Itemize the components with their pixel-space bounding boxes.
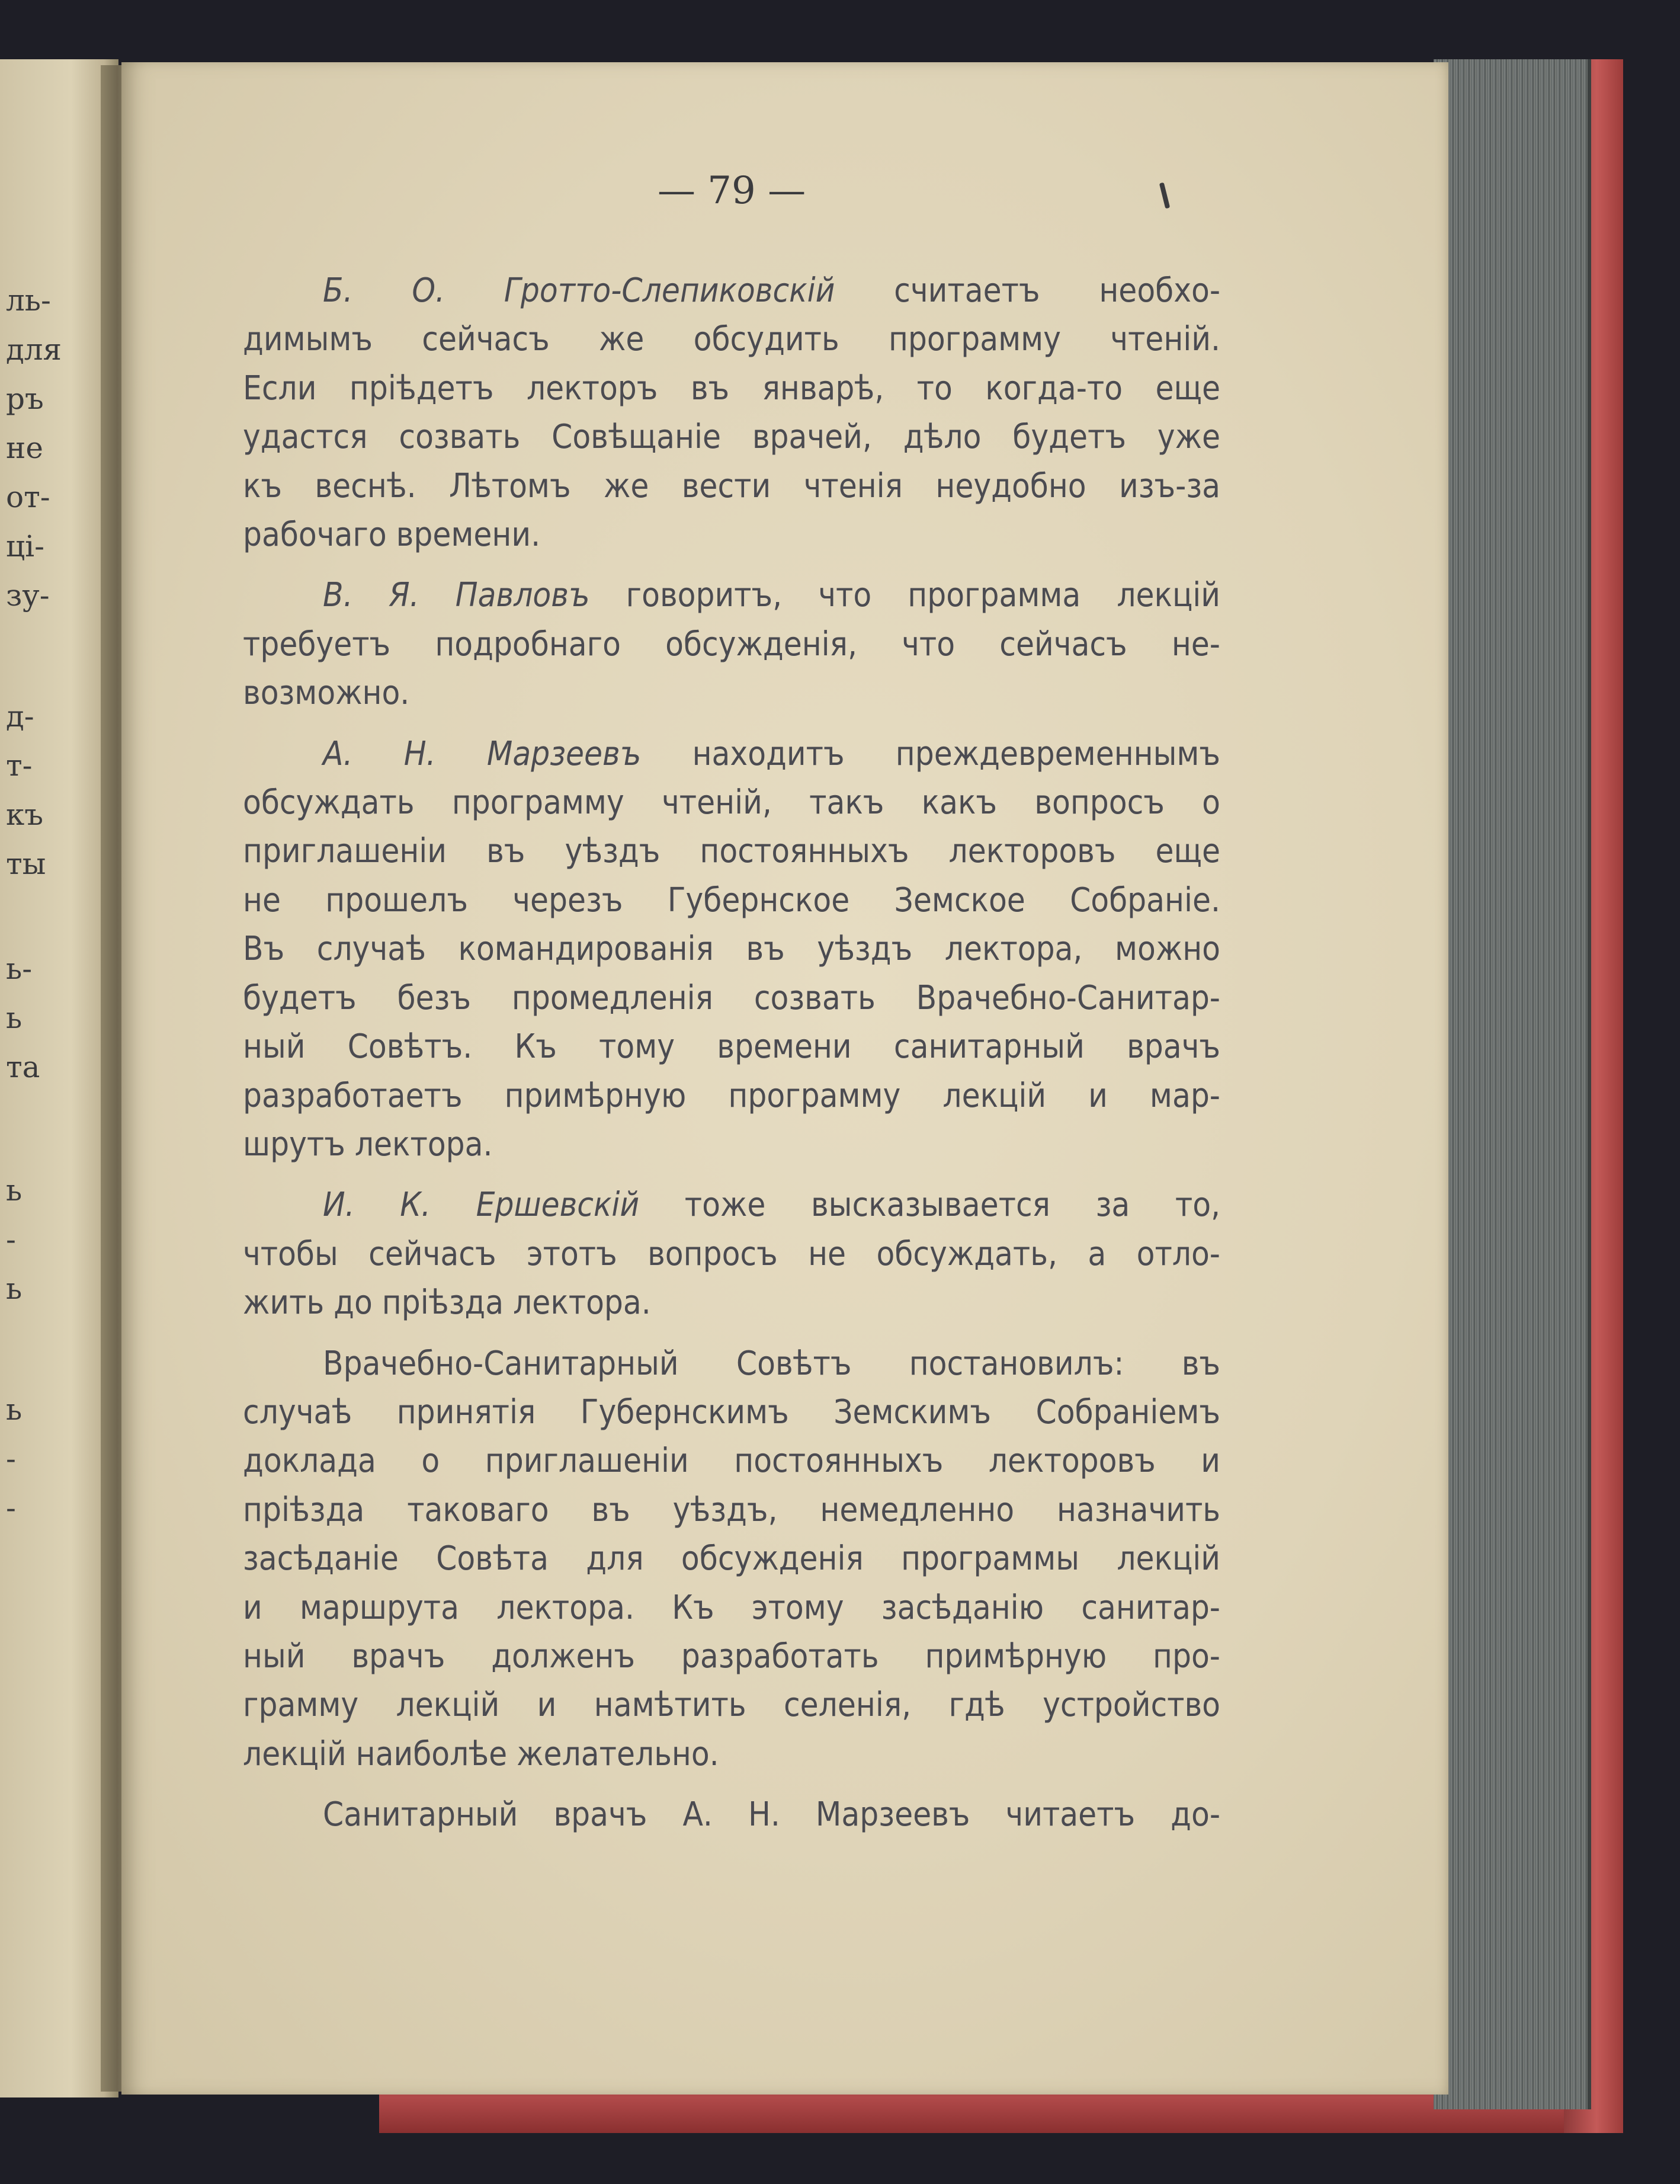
text-line	[243, 1181, 1220, 1229]
left-fragment: ь	[6, 1173, 23, 1208]
text-line: лекцій наиболѣе желательно.	[243, 1734, 719, 1773]
left-fragment: къ	[6, 798, 44, 832]
page-number: — 79 —	[657, 169, 806, 213]
paragraph-gap	[243, 1779, 1220, 1791]
left-fragment: ці-	[6, 529, 45, 563]
text-line: удастся созвать Совѣщаніе врачей, дѣло будетъ уже	[243, 418, 1220, 457]
left-fragment: не	[6, 431, 43, 465]
speaker-name: И. К. Ершевскій	[323, 1186, 640, 1225]
speaker-name: В. Я. Павловъ	[323, 576, 590, 615]
text-line: возможно.	[243, 674, 410, 713]
left-fragment: ль-	[6, 283, 51, 318]
text-line: чтобы сейчасъ этотъ вопросъ не обсуждать, а отло-	[243, 1234, 1220, 1273]
left-fragment: ь	[6, 1392, 23, 1427]
left-fragment: ь-	[6, 952, 33, 986]
text-line: димымъ сейчасъ же обсудить программу чтеній.	[243, 320, 1220, 359]
text-line: и маршрута лектора. Къ этому засѣданію санитар-	[243, 1588, 1220, 1627]
speaker-name: А. Н. Марзеевъ	[323, 734, 642, 773]
text-line: рабочаго времени.	[243, 515, 541, 555]
paragraph-gap	[243, 559, 1220, 571]
text-line: разработаетъ примѣрную программу лекцій и мар-	[243, 1076, 1220, 1115]
paragraph-ershevsky	[243, 1181, 1220, 1327]
text-line: обсуждать программу чтеній, такъ какъ вопросъ о	[243, 783, 1220, 822]
left-fragment: -	[6, 1222, 16, 1257]
line-text: говоритъ, что программа лекцій	[626, 576, 1220, 615]
text-line: Если пріѣдетъ лекторъ въ январѣ, то когда-то еще	[243, 369, 1220, 408]
text-line: случаѣ принятія Губернскимъ Земскимъ Собраніемъ	[243, 1392, 1220, 1432]
text-line: шрутъ лектора.	[243, 1125, 493, 1164]
left-fragment: т-	[6, 748, 33, 783]
paragraph-gap	[243, 1328, 1220, 1340]
left-fragment: для	[6, 332, 62, 367]
line-text: тоже высказывается за то,	[684, 1186, 1221, 1225]
text-line	[243, 571, 1220, 620]
line-text: находитъ преждевременнымъ	[692, 734, 1220, 773]
text-line: приглашеніи въ уѣздъ постоянныхъ лекторовъ еще	[243, 832, 1220, 871]
page-block-edges	[1434, 59, 1591, 2109]
text-line: требуетъ подробнаго обсужденія, что сейчасъ не-	[243, 625, 1220, 664]
text-line: къ веснѣ. Лѣтомъ же вести чтенія неудобно изъ-за	[243, 466, 1220, 505]
text-line: Врачебно-Санитарный Совѣтъ постановилъ: въ	[323, 1344, 1220, 1383]
text-line: грамму лекцій и намѣтить селенія, гдѣ устройство	[243, 1686, 1220, 1725]
paragraph-gap	[243, 1169, 1220, 1181]
text-line	[243, 730, 1220, 779]
text-line: пріѣзда таковаго въ уѣздъ, немедленно назначить	[243, 1490, 1220, 1529]
text-line: будетъ безъ промедленія созвать Врачебно-Санитар-	[243, 978, 1220, 1017]
text-line	[243, 267, 1220, 315]
text-line: ный врачъ долженъ разработать примѣрную про-	[243, 1637, 1220, 1676]
paragraph-resolution	[243, 1340, 1220, 1779]
paragraph-pavlov	[243, 571, 1220, 718]
left-fragment: зу-	[6, 578, 50, 613]
left-fragment: д-	[6, 699, 34, 734]
text-line: Въ случаѣ командированія въ уѣздъ лектора, можно	[243, 930, 1220, 969]
line-text: считаетъ необхо-	[894, 271, 1220, 310]
text-line: жить до пріѣзда лектора.	[243, 1283, 651, 1322]
paragraph-marzeev	[243, 730, 1220, 1170]
page-body-text	[243, 267, 1220, 1840]
text-line: Санитарный врачъ А. Н. Марзеевъ читаетъ до-	[323, 1795, 1220, 1834]
left-fragment: -	[6, 1491, 16, 1525]
text-line: ный Совѣтъ. Къ тому времени санитарный врачъ	[243, 1027, 1220, 1067]
text-line: доклада о приглашеніи постоянныхъ лекторовъ и	[243, 1442, 1220, 1481]
paragraph-report	[243, 1791, 1220, 1839]
left-fragment: -	[6, 1442, 16, 1476]
left-fragment: ты	[6, 847, 46, 881]
left-fragment: та	[6, 1050, 40, 1084]
text-line: засѣданіе Совѣта для обсужденія программы лекцій	[243, 1539, 1220, 1578]
left-fragment: от-	[6, 480, 50, 514]
left-fragment: ь	[6, 1001, 23, 1035]
left-fragment: ръ	[6, 382, 44, 416]
text-line: не прошелъ черезъ Губернское Земское Собраніе.	[243, 880, 1220, 920]
left-fragment: ь	[6, 1272, 23, 1306]
paragraph-gap	[243, 718, 1220, 730]
paragraph-grotto	[243, 267, 1220, 559]
speaker-name: Б. О. Гротто-Слепиковскій	[323, 271, 835, 310]
